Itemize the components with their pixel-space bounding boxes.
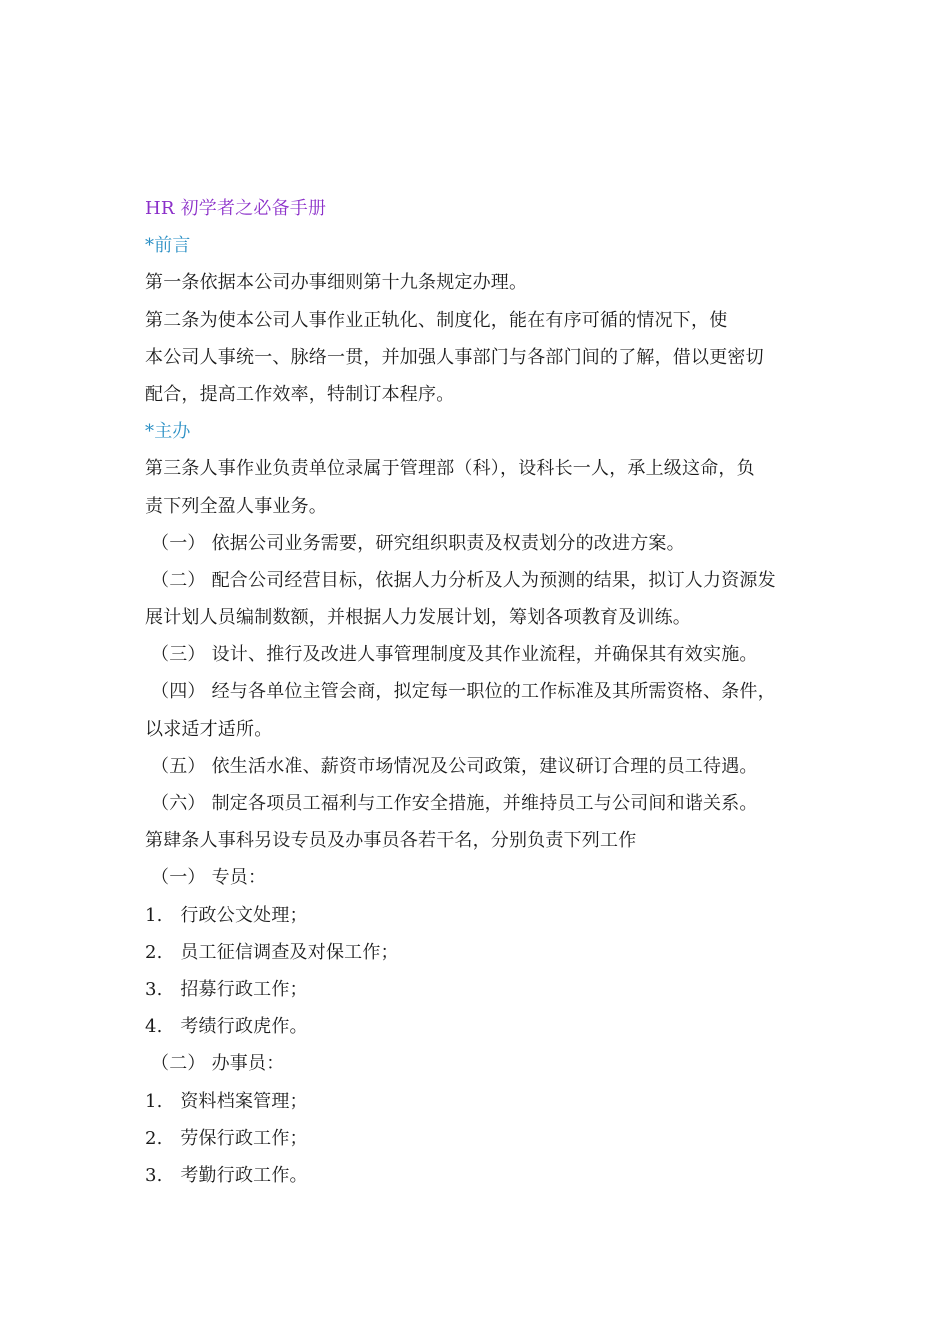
duty-text: 制定各项员工福利与工作安全措施，并维持员工与公司间和谐关系。	[211, 793, 758, 814]
duty-number: （三）	[151, 644, 206, 666]
duty-text: 配合公司经营目标，依据人力分析及人为预测的结果，拟订人力资源发	[211, 569, 776, 591]
article-3-line-1: 第三条人事作业负责单位录属于管理部（科），设科长一人，承上级这命，负	[145, 458, 755, 480]
item-number: 1.	[145, 1090, 163, 1112]
host-heading: *主办	[145, 421, 191, 443]
duty-text: 依据公司业务需要，研究组织职责及权责划分的改进方案。	[211, 532, 685, 554]
item-text: 招募行政工作；	[180, 978, 308, 1000]
item-number: 3.	[145, 978, 163, 1000]
duty-5	[145, 748, 815, 785]
preface-heading: *前言	[145, 235, 191, 257]
article-4: 第肆条人事科另设专员及办事员各若干名，分别负责下列工作	[145, 830, 637, 852]
duty-4-continuation: 以求适才适所。	[145, 718, 273, 740]
duty-2	[145, 562, 815, 599]
item-number: 2.	[145, 1127, 163, 1149]
section-label: 专员：	[211, 867, 267, 889]
item-text: 行政公文处理；	[180, 904, 308, 926]
clerk-item	[145, 1157, 815, 1194]
clerk-item	[145, 1083, 815, 1120]
item-number: 2.	[145, 941, 163, 963]
duty-text: 依生活水准、薪资市场情况及公司政策，建议研订合理的员工待遇。	[211, 755, 758, 777]
specialist-item	[145, 897, 815, 934]
duty-2-continuation: 展计划人员编制数额，并根据人力发展计划，筹划各项教育及训练。	[145, 607, 691, 629]
duty-number: （一）	[151, 532, 206, 554]
duty-text: 经与各单位主管会商，拟定每一职位的工作标准及其所需资格、条件，	[211, 681, 776, 703]
article-2-line-3: 配合，提高工作效率，特制订本程序。	[145, 383, 455, 405]
specialist-item	[145, 1008, 815, 1045]
article-1: 第一条依据本公司办事细则第十九条规定办理。	[145, 272, 528, 294]
duty-number: （五）	[151, 755, 206, 777]
duty-1	[145, 525, 815, 562]
section-number: （二）	[151, 1053, 206, 1075]
article-3-line-2: 责下列全盈人事业务。	[145, 495, 327, 517]
item-text: 员工征信调查及对保工作；	[180, 941, 399, 963]
article-2-line-2: 本公司人事统一、脉络一贯，并加强人事部门与各部门间的了解，借以更密切	[145, 346, 764, 368]
article-2-line-1: 第二条为使本公司人事作业正轨化、制度化，能在有序可循的情况下，使	[145, 309, 728, 331]
specialist-item	[145, 971, 815, 1008]
item-number: 3.	[145, 1164, 163, 1186]
document-title: HR 初学者之必备手册	[145, 198, 327, 219]
duty-6	[145, 785, 815, 822]
clerk-heading	[145, 1045, 815, 1082]
specialist-heading	[145, 859, 815, 896]
item-text: 考绩行政虎作。	[180, 1016, 308, 1038]
section-label: 办事员：	[211, 1053, 285, 1075]
duty-4	[145, 673, 815, 710]
document-page	[145, 190, 815, 1194]
duty-number: （四）	[151, 681, 206, 703]
item-text: 考勤行政工作。	[180, 1164, 308, 1186]
section-number: （一）	[151, 867, 206, 889]
duty-number: （二）	[151, 569, 206, 591]
item-text: 资料档案管理；	[180, 1090, 308, 1112]
item-number: 4.	[145, 1016, 163, 1038]
duty-3	[145, 636, 815, 673]
specialist-item	[145, 934, 815, 971]
duty-text: 设计、推行及改进人事管理制度及其作业流程，并确保其有效实施。	[211, 644, 758, 666]
item-text: 劳保行政工作；	[180, 1127, 308, 1149]
clerk-item	[145, 1120, 815, 1157]
item-number: 1.	[145, 904, 163, 926]
duty-number: （六）	[151, 793, 206, 814]
